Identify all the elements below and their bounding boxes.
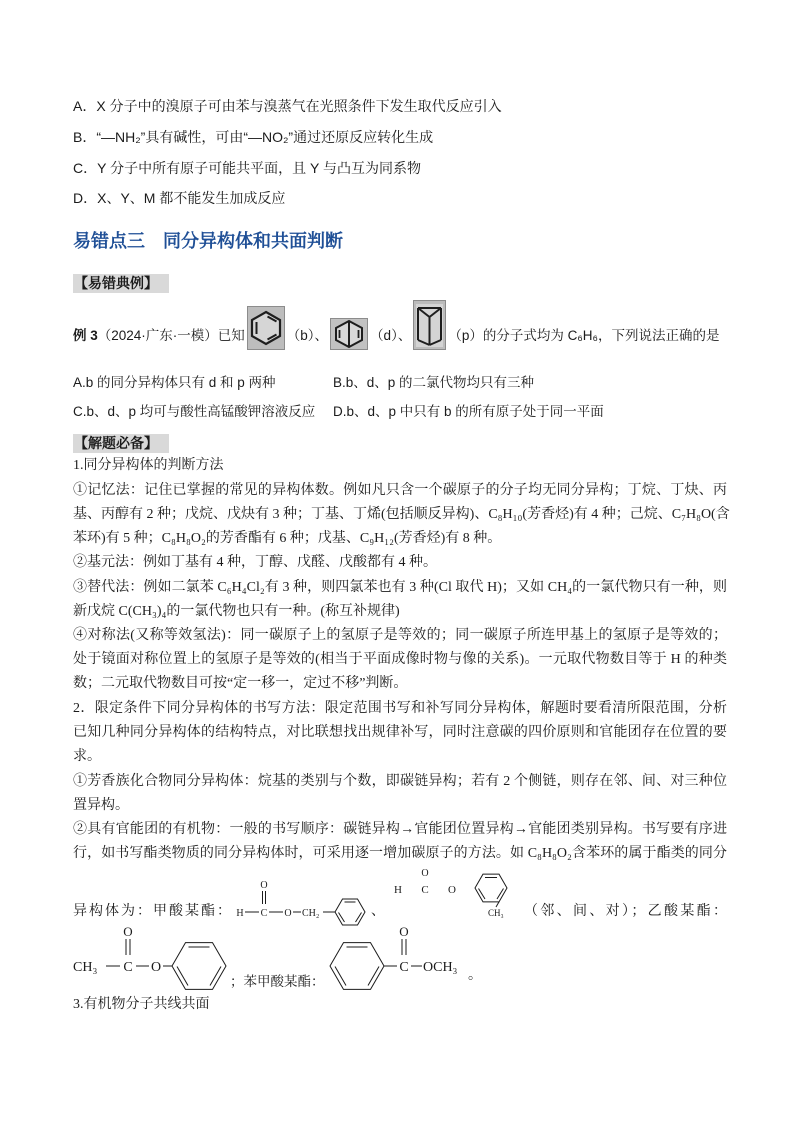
label-b: （b）、	[286, 328, 329, 343]
body-line: ③替代法：例如二氯苯 C₆H₄Cl₂有 3 种，则四氯苯也有 3 种(Cl 取代 H)；又如 CH₄的一氯代物只有一种，则	[73, 580, 727, 595]
oxygen-label: O	[448, 884, 456, 896]
label-d: （d）、	[370, 328, 412, 343]
formate-ester-structure-2	[388, 864, 514, 920]
carbonyl-oxygen-label: O	[123, 924, 133, 939]
benzene-structure-image	[247, 306, 285, 350]
position-isomers-note: （邻、间、对）；乙酸某酯：	[524, 904, 727, 919]
example-option-a: A.b 的同分异构体只有 d 和 p 两种	[73, 375, 276, 390]
benzene-ring	[330, 943, 384, 990]
body-line: ②具有官能团的有机物：一般的书写顺序：碳链异构→官能团位置异构→官能团类别异构。书写要有序进	[73, 822, 727, 837]
body-line: ②基元法：例如丁基有 4 种，丁醇、戊醛、戊酸都有 4 种。	[73, 555, 437, 570]
dewar-benzene-structure-image	[330, 318, 368, 350]
next-subsection-heading: 3.有机物分子共线共面	[73, 997, 210, 1012]
methylene-label: CH₂	[302, 908, 320, 919]
body-line: 数；二元取代物数目可按“定一移一，定过不移”判断。	[73, 676, 408, 691]
carbonyl-oxygen-label: O	[399, 924, 409, 939]
carbon-label: C	[123, 960, 133, 975]
prismane-structure-image	[413, 300, 446, 350]
carbon-label: C	[260, 908, 268, 919]
option-c: C．Y 分子中所有原子可能共平面，且 Y 与凸互为同系物	[73, 160, 421, 176]
body-line: ①芳香族化合物同分异构体：烷基的类别与个数，即碳链异构；若有 2 个侧链，则存在邻、间、对三种位	[73, 774, 727, 789]
oxygen-label: O	[150, 960, 162, 975]
body-line: 苯环)有 5 种；C₈H₈O₂的芳香酯有 6 种；戊基、C₉H₁₂(芳香烃)有 8 种。	[73, 531, 502, 546]
oxygen-label: O	[284, 908, 292, 919]
hydrogen-label: H	[236, 908, 244, 919]
body-line: 基、丙醇有 2 种；戊烷、戊炔有 3 种；丁基、丁烯(包括顺反异构)、C₈H₁₀(芳香烃)有 4 种；己烷、C₇H₈O(含	[73, 507, 730, 522]
body-line: 1.同分异构体的判断方法	[73, 458, 224, 473]
methyl-label: CH₃	[488, 908, 504, 918]
label-p-question: （p）的分子式均为 C₆H₆，下列说法正确的是	[448, 328, 720, 343]
example-tag: 【易错典例】	[73, 274, 169, 293]
section-heading: 易错点三 同分异构体和共面判断	[73, 231, 343, 251]
benzene-ring	[172, 943, 226, 990]
acetate-ester-structure	[73, 922, 231, 992]
body-line: ④对称法(又称等效氢法)：同一碳原子上的氢原子是等效的；同一碳原子所连甲基上的氢原子是等效的；	[73, 628, 727, 643]
body-line: 2．限定条件下同分异构体的书写方法：限定范围书写和补写同分异构体，解题时要看清所限范围，分析	[73, 701, 727, 716]
option-a: A．X 分子中的溴原子可由苯与溴蒸气在光照条件下发生取代反应引入	[73, 98, 502, 114]
methoxy-label: OCH₃	[423, 960, 458, 975]
benzoate-ester-structure	[327, 922, 469, 992]
example-label: 例 3	[73, 328, 98, 343]
carbon-label: C	[421, 884, 429, 896]
body-line: 行，如书写酯类物质的同分异构体时，可采用逐一增加碳原子的方法。如 C₈H₈O₂含苯环的属于酯类的同分	[73, 846, 727, 861]
carbon-label: C	[399, 960, 409, 975]
body-line: ①记忆法：记住已掌握的常见的异构体数。例如凡只含一个碳原子的分子均无同分异构；丁烷、丁炔、丙	[73, 483, 727, 498]
sentence-end-period: 。	[468, 968, 482, 983]
option-b: B．“—NH₂”具有碱性，可由“—NO₂”通过还原反应转化生成	[73, 129, 434, 145]
option-d: D．X、Y、M 都不能发生加成反应	[73, 190, 286, 206]
separator-comma: 、	[371, 904, 385, 919]
hydrogen-label: H	[394, 884, 402, 896]
body-line: 新戊烷 C(CH₃)₄的一氯代物也只有一种。(称互补规律)	[73, 604, 400, 619]
body-line: 处于镜面对称位置上的氢原子是等效的(相当于平面成像时物与像的关系)。一元取代物数目等于 H 的种类	[73, 652, 727, 667]
benzene-ring	[475, 874, 507, 902]
body-line: 置异构。	[73, 798, 129, 813]
methyl-label: CH₃	[73, 960, 98, 975]
example-intro: （2024·广东·一模）已知	[97, 328, 245, 343]
benzoate-ester-lead: ；苯甲酸某酯：	[230, 974, 325, 989]
body-line: 求。	[73, 749, 101, 764]
formate-ester-structure-1	[234, 872, 370, 928]
body-line: 已知几种同分异构体的结构特点，对比联想找出规律补写，同时注意碳的四价原则和官能团存在位置的要	[73, 725, 727, 740]
example-option-c: C.b、d、p 均可与酸性高锰酸钾溶液反应	[73, 404, 316, 419]
carbonyl-oxygen-label: O	[260, 880, 268, 891]
example-option-d: D.b、d、p 中只有 b 的所有原子处于同一平面	[333, 404, 604, 419]
example-question	[73, 298, 719, 350]
example-option-b: B.b、d、p 的二氯代物均只有三种	[333, 375, 535, 390]
solution-tag: 【解题必备】	[73, 434, 169, 453]
carbonyl-oxygen-label: O	[421, 868, 429, 879]
formate-ester-lead: 异构体为：甲酸某酯：	[73, 904, 231, 919]
